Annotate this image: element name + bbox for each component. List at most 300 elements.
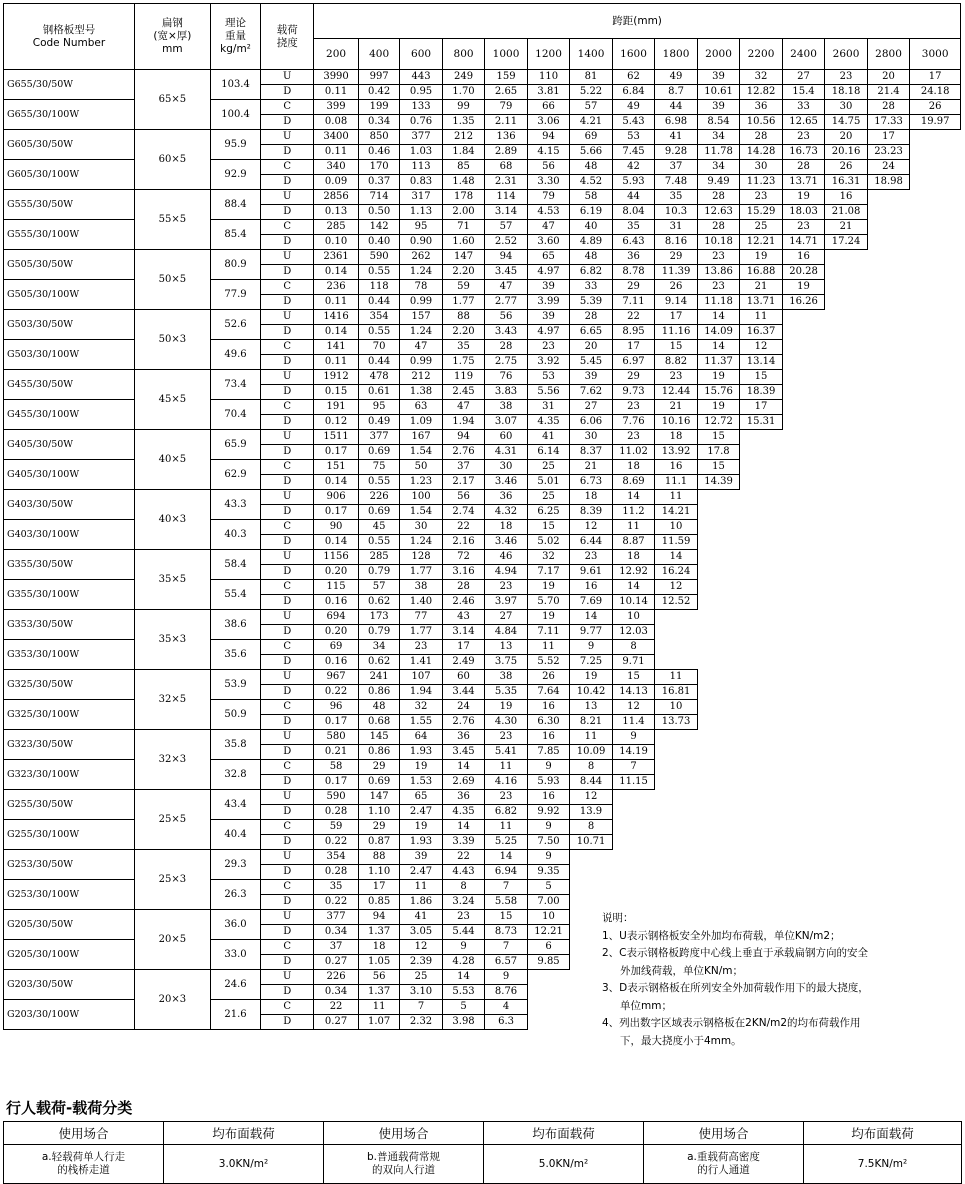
value-cell: 7.11 — [527, 625, 570, 640]
empty-cell — [910, 610, 961, 625]
empty-cell — [910, 730, 961, 745]
empty-cell — [782, 790, 825, 805]
value-cell: 48 — [570, 250, 613, 265]
value-cell: 1.55 — [400, 715, 443, 730]
value-cell: 110 — [527, 70, 570, 85]
empty-cell — [910, 325, 961, 340]
value-cell: 1.93 — [400, 745, 443, 760]
value-cell: 63 — [400, 400, 443, 415]
value-cell: 4.30 — [485, 715, 528, 730]
value-cell: 285 — [358, 550, 399, 565]
load-type: D — [261, 685, 314, 700]
value-cell: 4.32 — [485, 505, 528, 520]
value-cell: 16.73 — [782, 145, 825, 160]
empty-cell — [782, 745, 825, 760]
bar-size: 50×3 — [134, 310, 210, 370]
value-cell: 0.90 — [400, 235, 443, 250]
bar-size: 45×5 — [134, 370, 210, 430]
load-type: C — [261, 760, 314, 775]
value-cell: 94 — [527, 130, 570, 145]
value-cell: 1.94 — [400, 685, 443, 700]
use-case-cell — [4, 1145, 164, 1184]
value-cell: 119 — [442, 370, 485, 385]
value-cell: 21 — [570, 460, 613, 475]
value-cell: 60 — [485, 430, 528, 445]
empty-cell — [867, 745, 910, 760]
value-cell: 65 — [527, 250, 570, 265]
note-2: 2、C表示钢格板跨度中心线上垂直于承载扁钢方向的安全 — [602, 947, 869, 959]
empty-cell — [782, 550, 825, 565]
empty-cell — [867, 355, 910, 370]
value-cell: 13.86 — [697, 265, 740, 280]
value-cell: 13.14 — [740, 355, 783, 370]
empty-cell — [655, 610, 698, 625]
empty-cell — [867, 460, 910, 475]
value-cell: 0.79 — [358, 565, 399, 580]
load-type: C — [261, 1000, 314, 1015]
bar-size: 35×5 — [134, 550, 210, 610]
value-cell: 66 — [527, 100, 570, 115]
value-cell: 11.59 — [655, 535, 698, 550]
model-name: G655/30/100W — [4, 100, 135, 130]
empty-cell — [782, 715, 825, 730]
span-value: 1800 — [655, 39, 698, 70]
empty-cell — [867, 280, 910, 295]
value-cell: 12.82 — [740, 85, 783, 100]
empty-cell — [910, 145, 961, 160]
load-type: C — [261, 280, 314, 295]
value-cell: 5.58 — [485, 895, 528, 910]
empty-cell — [825, 445, 868, 460]
empty-cell — [655, 625, 698, 640]
value-cell: 25 — [740, 220, 783, 235]
value-cell: 5 — [527, 880, 570, 895]
empty-cell — [867, 190, 910, 205]
value-cell: 37 — [314, 940, 359, 955]
value-cell: 88 — [442, 310, 485, 325]
value-cell: 2.74 — [442, 505, 485, 520]
value-cell: 11 — [570, 730, 613, 745]
load-type: U — [261, 370, 314, 385]
value-cell: 7.00 — [527, 895, 570, 910]
value-cell: 3.07 — [485, 415, 528, 430]
value-cell: 2361 — [314, 250, 359, 265]
empty-cell — [782, 535, 825, 550]
value-cell: 5.35 — [485, 685, 528, 700]
value-cell: 443 — [400, 70, 443, 85]
value-cell: 11.23 — [740, 175, 783, 190]
span-value: 1400 — [570, 39, 613, 70]
load-type: D — [261, 775, 314, 790]
value-cell: 0.86 — [358, 745, 399, 760]
value-cell: 20 — [867, 70, 910, 85]
value-cell: 0.34 — [314, 925, 359, 940]
bar-size: 55×5 — [134, 190, 210, 250]
value-cell: 11.18 — [697, 295, 740, 310]
value-cell: 8.21 — [570, 715, 613, 730]
empty-cell — [740, 505, 783, 520]
header-line: 理论 — [225, 17, 247, 29]
empty-cell — [867, 535, 910, 550]
empty-cell — [825, 835, 868, 850]
model-name: G503/30/50W — [4, 310, 135, 340]
value-cell: 35 — [655, 190, 698, 205]
value-cell: 8.95 — [612, 325, 655, 340]
note-3: 3、D表示钢格板在所列安全外加荷载作用下的最大挠度， — [602, 982, 869, 994]
value-cell: 212 — [400, 370, 443, 385]
load-type: D — [261, 835, 314, 850]
value-cell: 11 — [485, 820, 528, 835]
bar-size: 40×5 — [134, 430, 210, 490]
value-cell: 30 — [485, 460, 528, 475]
value-cell: 7.50 — [527, 835, 570, 850]
value-cell: 10.56 — [740, 115, 783, 130]
value-cell: 62 — [612, 70, 655, 85]
empty-cell — [782, 400, 825, 415]
value-cell: 4.53 — [527, 205, 570, 220]
value-cell: 6.19 — [570, 205, 613, 220]
empty-cell — [740, 475, 783, 490]
value-cell: 20 — [570, 340, 613, 355]
value-cell: 56 — [485, 310, 528, 325]
value-cell: 9 — [527, 820, 570, 835]
value-cell: 3.60 — [527, 235, 570, 250]
value-cell: 4.94 — [485, 565, 528, 580]
value-cell: 10.71 — [570, 835, 613, 850]
value-cell: 0.11 — [314, 85, 359, 100]
empty-cell — [740, 805, 783, 820]
value-cell: 19.97 — [910, 115, 961, 130]
empty-cell — [825, 250, 868, 265]
model-name: G325/30/100W — [4, 700, 135, 730]
empty-cell — [782, 625, 825, 640]
empty-cell — [740, 445, 783, 460]
value-cell: 13.73 — [655, 715, 698, 730]
value-cell: 8.78 — [612, 265, 655, 280]
weight-value: 85.4 — [210, 220, 261, 250]
value-cell: 226 — [314, 970, 359, 985]
value-cell: 21 — [740, 280, 783, 295]
load-type: C — [261, 940, 314, 955]
value-cell: 3.43 — [485, 325, 528, 340]
empty-cell — [867, 820, 910, 835]
empty-cell — [825, 655, 868, 670]
empty-cell — [825, 355, 868, 370]
empty-cell — [740, 820, 783, 835]
pedestrian-load-table — [3, 1121, 962, 1184]
empty-cell — [867, 700, 910, 715]
load-type: C — [261, 880, 314, 895]
use-line: 的行人通道 — [697, 1164, 750, 1176]
value-cell: 0.44 — [358, 355, 399, 370]
table-row — [4, 850, 961, 865]
empty-cell — [655, 745, 698, 760]
value-cell: 30 — [400, 520, 443, 535]
empty-cell — [740, 625, 783, 640]
value-cell: 8.76 — [485, 985, 528, 1000]
value-cell: 22 — [314, 1000, 359, 1015]
value-cell: 3.99 — [527, 295, 570, 310]
empty-cell — [655, 640, 698, 655]
table-header-row — [4, 4, 961, 39]
load-type: D — [261, 145, 314, 160]
value-cell: 16 — [527, 730, 570, 745]
value-cell: 1.77 — [442, 295, 485, 310]
value-cell: 53 — [612, 130, 655, 145]
table-row — [4, 310, 961, 325]
empty-cell — [740, 460, 783, 475]
empty-cell — [825, 325, 868, 340]
value-cell: 11 — [655, 490, 698, 505]
value-cell: 8.73 — [485, 925, 528, 940]
empty-cell — [910, 685, 961, 700]
load-type: D — [261, 115, 314, 130]
empty-cell — [867, 880, 910, 895]
empty-cell — [867, 850, 910, 865]
value-cell: 57 — [570, 100, 613, 115]
value-cell: 7.45 — [612, 145, 655, 160]
load-type: D — [261, 295, 314, 310]
value-cell: 5.53 — [442, 985, 485, 1000]
value-cell: 11.78 — [697, 145, 740, 160]
empty-cell — [825, 730, 868, 745]
value-cell: 377 — [400, 130, 443, 145]
empty-cell — [782, 370, 825, 385]
empty-cell — [910, 265, 961, 280]
value-cell: 3.44 — [442, 685, 485, 700]
span-value: 1000 — [485, 39, 528, 70]
header-cell: 均布面载荷 — [804, 1122, 962, 1145]
value-cell: 6.44 — [570, 535, 613, 550]
weight-value: 26.3 — [210, 880, 261, 910]
weight-value: 35.8 — [210, 730, 261, 760]
header-cell: 使用场合 — [324, 1122, 484, 1145]
value-cell: 45 — [358, 520, 399, 535]
load-type: U — [261, 670, 314, 685]
value-cell: 1.10 — [358, 865, 399, 880]
value-cell: 11.16 — [655, 325, 698, 340]
value-cell: 47 — [400, 340, 443, 355]
value-cell: 0.79 — [358, 625, 399, 640]
value-cell: 173 — [358, 610, 399, 625]
value-cell: 1511 — [314, 430, 359, 445]
empty-cell — [782, 805, 825, 820]
value-cell: 0.11 — [314, 295, 359, 310]
empty-cell — [570, 880, 613, 895]
empty-cell — [867, 760, 910, 775]
value-cell: 12.21 — [527, 925, 570, 940]
value-cell: 0.28 — [314, 865, 359, 880]
value-cell: 9.71 — [612, 655, 655, 670]
value-cell: 10.18 — [697, 235, 740, 250]
weight-value: 88.4 — [210, 190, 261, 220]
empty-cell — [697, 730, 740, 745]
value-cell: 6.65 — [570, 325, 613, 340]
empty-cell — [867, 505, 910, 520]
value-cell: 107 — [400, 670, 443, 685]
load-type: D — [261, 865, 314, 880]
value-cell: 10.3 — [655, 205, 698, 220]
value-cell: 7 — [400, 1000, 443, 1015]
load-type: U — [261, 70, 314, 85]
weight-value: 43.3 — [210, 490, 261, 520]
value-cell: 95 — [400, 220, 443, 235]
value-cell: 21 — [655, 400, 698, 415]
value-cell: 43 — [442, 610, 485, 625]
value-cell: 39 — [570, 370, 613, 385]
load-type: U — [261, 610, 314, 625]
value-cell: 34 — [697, 130, 740, 145]
weight-value: 70.4 — [210, 400, 261, 430]
empty-cell — [910, 400, 961, 415]
value-cell: 0.10 — [314, 235, 359, 250]
empty-cell — [825, 880, 868, 895]
value-cell: 23 — [740, 190, 783, 205]
value-cell: 0.13 — [314, 205, 359, 220]
empty-cell — [825, 625, 868, 640]
load-type: C — [261, 460, 314, 475]
value-cell: 0.27 — [314, 1015, 359, 1030]
value-cell: 10 — [527, 910, 570, 925]
value-cell: 354 — [314, 850, 359, 865]
value-cell: 76 — [485, 370, 528, 385]
value-cell: 15.4 — [782, 85, 825, 100]
value-cell: 10.42 — [570, 685, 613, 700]
value-cell: 1.93 — [400, 835, 443, 850]
span-value: 2800 — [867, 39, 910, 70]
weight-value: 35.6 — [210, 640, 261, 670]
value-cell: 41 — [655, 130, 698, 145]
value-cell: 5.45 — [570, 355, 613, 370]
value-cell: 249 — [442, 70, 485, 85]
value-cell: 6.94 — [485, 865, 528, 880]
value-cell: 12 — [740, 340, 783, 355]
load-type: D — [261, 385, 314, 400]
use-line: a.轻载荷单人行走 — [41, 1151, 126, 1163]
value-cell: 226 — [358, 490, 399, 505]
empty-cell — [697, 685, 740, 700]
value-cell: 580 — [314, 730, 359, 745]
value-cell: 10.61 — [697, 85, 740, 100]
value-cell: 14.39 — [697, 475, 740, 490]
value-cell: 56 — [358, 970, 399, 985]
value-cell: 2.39 — [400, 955, 443, 970]
value-cell: 12.21 — [740, 235, 783, 250]
value-cell: 1.53 — [400, 775, 443, 790]
value-cell: 3.98 — [442, 1015, 485, 1030]
empty-cell — [867, 595, 910, 610]
empty-cell — [910, 310, 961, 325]
value-cell: 3.14 — [442, 625, 485, 640]
value-cell: 0.14 — [314, 475, 359, 490]
value-cell: 2.17 — [442, 475, 485, 490]
value-cell: 32 — [740, 70, 783, 85]
value-cell: 38 — [400, 580, 443, 595]
weight-value: 92.9 — [210, 160, 261, 190]
value-cell: 199 — [358, 100, 399, 115]
empty-cell — [825, 460, 868, 475]
value-cell: 47 — [485, 280, 528, 295]
header-line: kg/m² — [220, 43, 251, 55]
empty-cell — [825, 610, 868, 625]
value-cell: 6.30 — [527, 715, 570, 730]
empty-cell — [825, 595, 868, 610]
value-cell: 12.52 — [655, 595, 698, 610]
value-cell: 13 — [570, 700, 613, 715]
empty-cell — [740, 580, 783, 595]
empty-cell — [740, 535, 783, 550]
empty-cell — [697, 805, 740, 820]
value-cell: 12 — [570, 790, 613, 805]
value-cell: 22 — [612, 310, 655, 325]
value-cell: 6 — [527, 940, 570, 955]
value-cell: 1.07 — [358, 1015, 399, 1030]
empty-cell — [825, 565, 868, 580]
value-cell: 13.92 — [655, 445, 698, 460]
empty-cell — [740, 655, 783, 670]
value-cell: 34 — [697, 160, 740, 175]
value-cell: 14 — [442, 820, 485, 835]
value-cell: 0.55 — [358, 475, 399, 490]
empty-cell — [825, 385, 868, 400]
value-cell: 0.14 — [314, 265, 359, 280]
weight-value: 24.6 — [210, 970, 261, 1000]
value-cell: 1.24 — [400, 535, 443, 550]
empty-cell — [782, 490, 825, 505]
load-type: D — [261, 175, 314, 190]
empty-cell — [697, 580, 740, 595]
load-type: U — [261, 430, 314, 445]
value-cell: 14 — [697, 340, 740, 355]
value-cell: 15.31 — [740, 415, 783, 430]
load-type-header — [261, 4, 314, 70]
value-cell: 377 — [314, 910, 359, 925]
empty-cell — [782, 895, 825, 910]
empty-cell — [697, 820, 740, 835]
empty-cell — [825, 430, 868, 445]
value-cell: 36 — [612, 250, 655, 265]
value-cell: 18 — [612, 550, 655, 565]
empty-cell — [782, 820, 825, 835]
empty-cell — [740, 880, 783, 895]
empty-cell — [527, 985, 570, 1000]
load-type: C — [261, 700, 314, 715]
value-cell: 8.54 — [697, 115, 740, 130]
value-cell: 0.44 — [358, 295, 399, 310]
value-cell: 0.12 — [314, 415, 359, 430]
value-cell: 8 — [442, 880, 485, 895]
empty-cell — [697, 640, 740, 655]
value-cell: 1.77 — [400, 565, 443, 580]
value-cell: 0.55 — [358, 325, 399, 340]
empty-cell — [697, 625, 740, 640]
value-cell: 14 — [442, 970, 485, 985]
model-name: G555/30/50W — [4, 190, 135, 220]
value-cell: 3.97 — [485, 595, 528, 610]
load-type: D — [261, 265, 314, 280]
value-cell: 4.35 — [442, 805, 485, 820]
value-cell: 5.56 — [527, 385, 570, 400]
bar-size: 40×3 — [134, 490, 210, 550]
value-cell: 15 — [697, 430, 740, 445]
value-cell: 19 — [485, 700, 528, 715]
table-row — [4, 70, 961, 85]
empty-cell — [697, 865, 740, 880]
bar-size: 20×5 — [134, 910, 210, 970]
empty-cell — [570, 895, 613, 910]
value-cell: 6.82 — [570, 265, 613, 280]
load-type: C — [261, 640, 314, 655]
